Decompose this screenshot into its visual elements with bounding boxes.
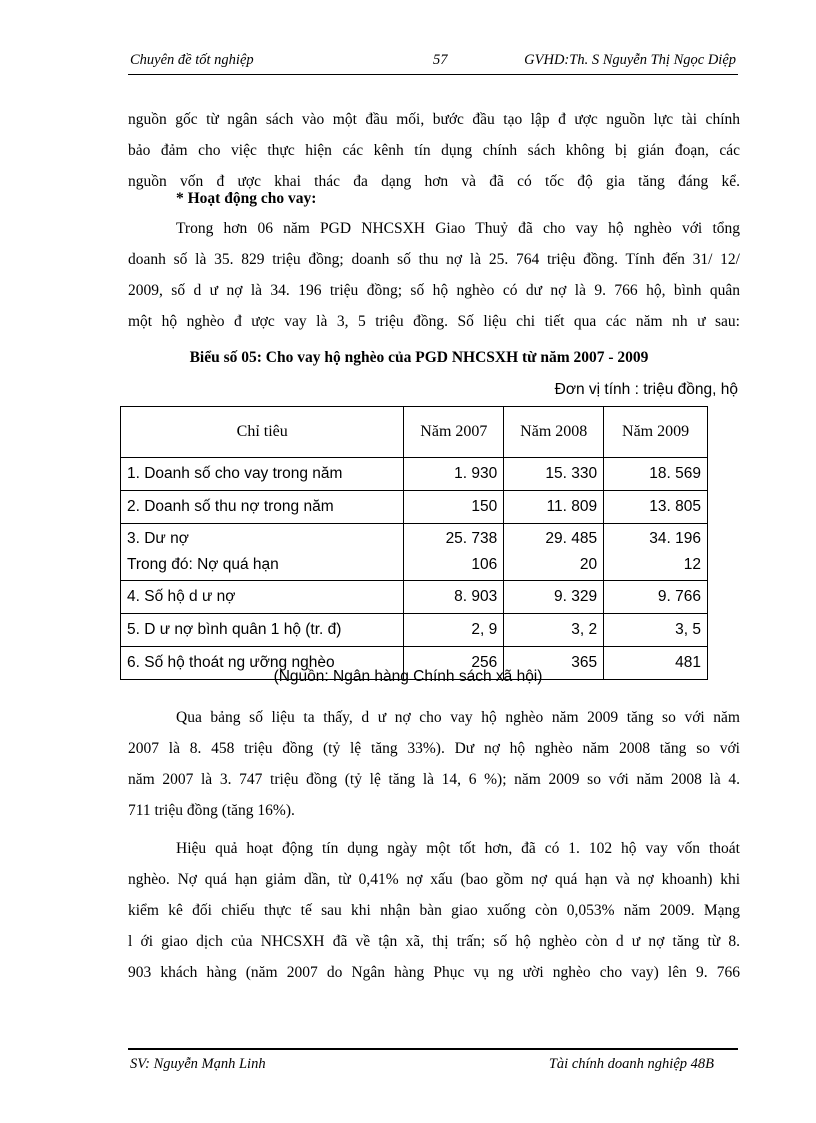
table-header-row [121, 407, 708, 458]
text-line: một hộ nghèo đ ược vay là 3, 5 triệu đồng. Số liệu chi tiết qua các năm nh ư sau: [128, 313, 740, 330]
cell-2008: 9. 329 [504, 581, 604, 614]
table-row [121, 458, 708, 491]
table-row [121, 614, 708, 647]
text-line: 2009, số d ư nợ là 34. 196 triệu đồng; số hộ nghèo có dư nợ là 9. 766 hộ, bình quân [128, 282, 740, 299]
cell-2007: 8. 903 [404, 581, 504, 614]
cell-value: 29. 485 [545, 530, 598, 547]
header-2007: Năm 2007 [404, 407, 504, 458]
cell-2009: 9. 766 [604, 581, 708, 614]
header-advisor: GVHD:Th. S Nguyễn Thị Ngọc Diệp [524, 52, 736, 68]
text-line: doanh số là 35. 829 triệu đồng; doanh số thu nợ là 25. 764 triệu đồng. Tính đến 31/ 12/ [128, 251, 740, 268]
header-2008: Năm 2008 [504, 407, 604, 458]
cell-2007 [404, 524, 504, 581]
text-line: nguồn vốn đ ược khai thác đa dạng hơn và đã có tốc độ gia tăng đáng kể. [128, 173, 740, 190]
cell-value: 25. 738 [445, 530, 498, 547]
text-line: l ới giao dịch của NHCSXH đã về tận xã, thị trấn; số hộ nghèo còn d ư nợ tăng từ 8. [128, 933, 740, 950]
table-row [121, 491, 708, 524]
text-line: 711 triệu đồng (tăng 16%). [128, 802, 295, 819]
table-unit: Đơn vị tính : triệu đồng, hộ [554, 381, 738, 398]
table-row [121, 581, 708, 614]
cell-2007: 256 [404, 647, 504, 680]
cell-2007: 2, 9 [404, 614, 504, 647]
row-label: 6. Số hộ thoát ng ưỡng nghèo [121, 647, 404, 680]
text-line: Qua bảng số liệu ta thấy, d ư nợ cho vay hộ nghèo năm 2009 tăng so với năm [176, 709, 740, 726]
footer-department: Tài chính doanh nghiệp 48B [548, 1056, 714, 1072]
cell-2007: 1. 930 [404, 458, 504, 491]
text-line: nghèo. Nợ quá hạn giảm dần, từ 0,41% nợ xấu (bao gồm nợ quá hạn và nợ khoanh) khi [128, 871, 740, 888]
page-number: 57 [433, 52, 448, 68]
cell-2008: 11. 809 [504, 491, 604, 524]
cell-2008: 365 [504, 647, 604, 680]
cell-2009: 13. 805 [604, 491, 708, 524]
cell-2008 [504, 524, 604, 581]
intro-paragraph [128, 104, 740, 197]
text-line: nguồn gốc từ ngân sách vào một đầu mối, bước đầu tạo lập đ ược nguồn lực tài chính [128, 111, 740, 128]
header-document-type: Chuyên đề tốt nghiệp [130, 52, 254, 68]
efficiency-paragraph [128, 833, 740, 988]
page-header [128, 52, 738, 75]
row-label: 2. Doanh số thu nợ trong năm [121, 491, 404, 524]
cell-sub-value: 106 [471, 556, 498, 573]
lending-table [120, 406, 708, 680]
cell-2009 [604, 524, 708, 581]
table-row [121, 524, 708, 581]
text-line: kiểm kê đối chiếu thực tế sau khi nhận bàn giao xuống còn 0,053% năm 2009. Mạng [128, 902, 740, 919]
cell-2009: 3, 5 [604, 614, 708, 647]
text-line: Trong hơn 06 năm PGD NHCSXH Giao Thuỷ đã cho vay hộ nghèo với tổng [176, 220, 740, 237]
cell-2007: 150 [404, 491, 504, 524]
text-line: Hiệu quả hoạt động tín dụng ngày một tốt hơn, đã có 1. 102 hộ vay vốn thoát [176, 840, 740, 857]
table-source-note: (Nguồn: Ngân hàng Chính sách xã hội) [273, 668, 543, 685]
table-caption: Biểu số 05: Cho vay hộ nghèo của PGD NHCSXH từ năm 2007 - 2009 [189, 349, 649, 366]
text-line: năm 2007 là 3. 747 triệu đồng (tỷ lệ tăng là 14, 6 %); năm 2009 so với năm 2008 là 4. [128, 771, 740, 788]
text-line: 2007 là 8. 458 triệu đồng (tỷ lệ tăng 33%). Dư nợ hộ nghèo năm 2008 tăng so với [128, 740, 740, 757]
page-footer [128, 1048, 738, 1079]
row-label-sub: Trong đó: Nợ quá hạn [127, 556, 279, 573]
row-label: 5. D ư nợ bình quân 1 hộ (tr. đ) [121, 614, 404, 647]
lending-paragraph [128, 213, 740, 337]
row-label: 1. Doanh số cho vay trong năm [121, 458, 404, 491]
row-label-main: 3. Dư nợ [127, 530, 189, 547]
row-label: 4. Số hộ d ư nợ [121, 581, 404, 614]
cell-sub-value: 12 [683, 556, 701, 573]
analysis-paragraph [128, 702, 740, 826]
cell-2008: 3, 2 [504, 614, 604, 647]
text-line: 903 khách hàng (năm 2007 do Ngân hàng Phục vụ ng ười nghèo cho vay) lên 9. 766 [128, 964, 740, 981]
section-subheading: * Hoạt động cho vay: [176, 190, 317, 207]
footer-student: SV: Nguyễn Mạnh Linh [130, 1056, 266, 1072]
cell-sub-value: 20 [579, 556, 598, 573]
header-2009: Năm 2009 [604, 407, 708, 458]
cell-2009: 481 [604, 647, 708, 680]
cell-2008: 15. 330 [504, 458, 604, 491]
text-line: bảo đảm cho việc thực hiện các kênh tín dụng chính sách không bị gián đoạn, các [128, 142, 740, 159]
header-indicator: Chỉ tiêu [121, 407, 404, 458]
cell-2009: 18. 569 [604, 458, 708, 491]
cell-value: 34. 196 [649, 530, 701, 547]
row-label [121, 524, 404, 581]
